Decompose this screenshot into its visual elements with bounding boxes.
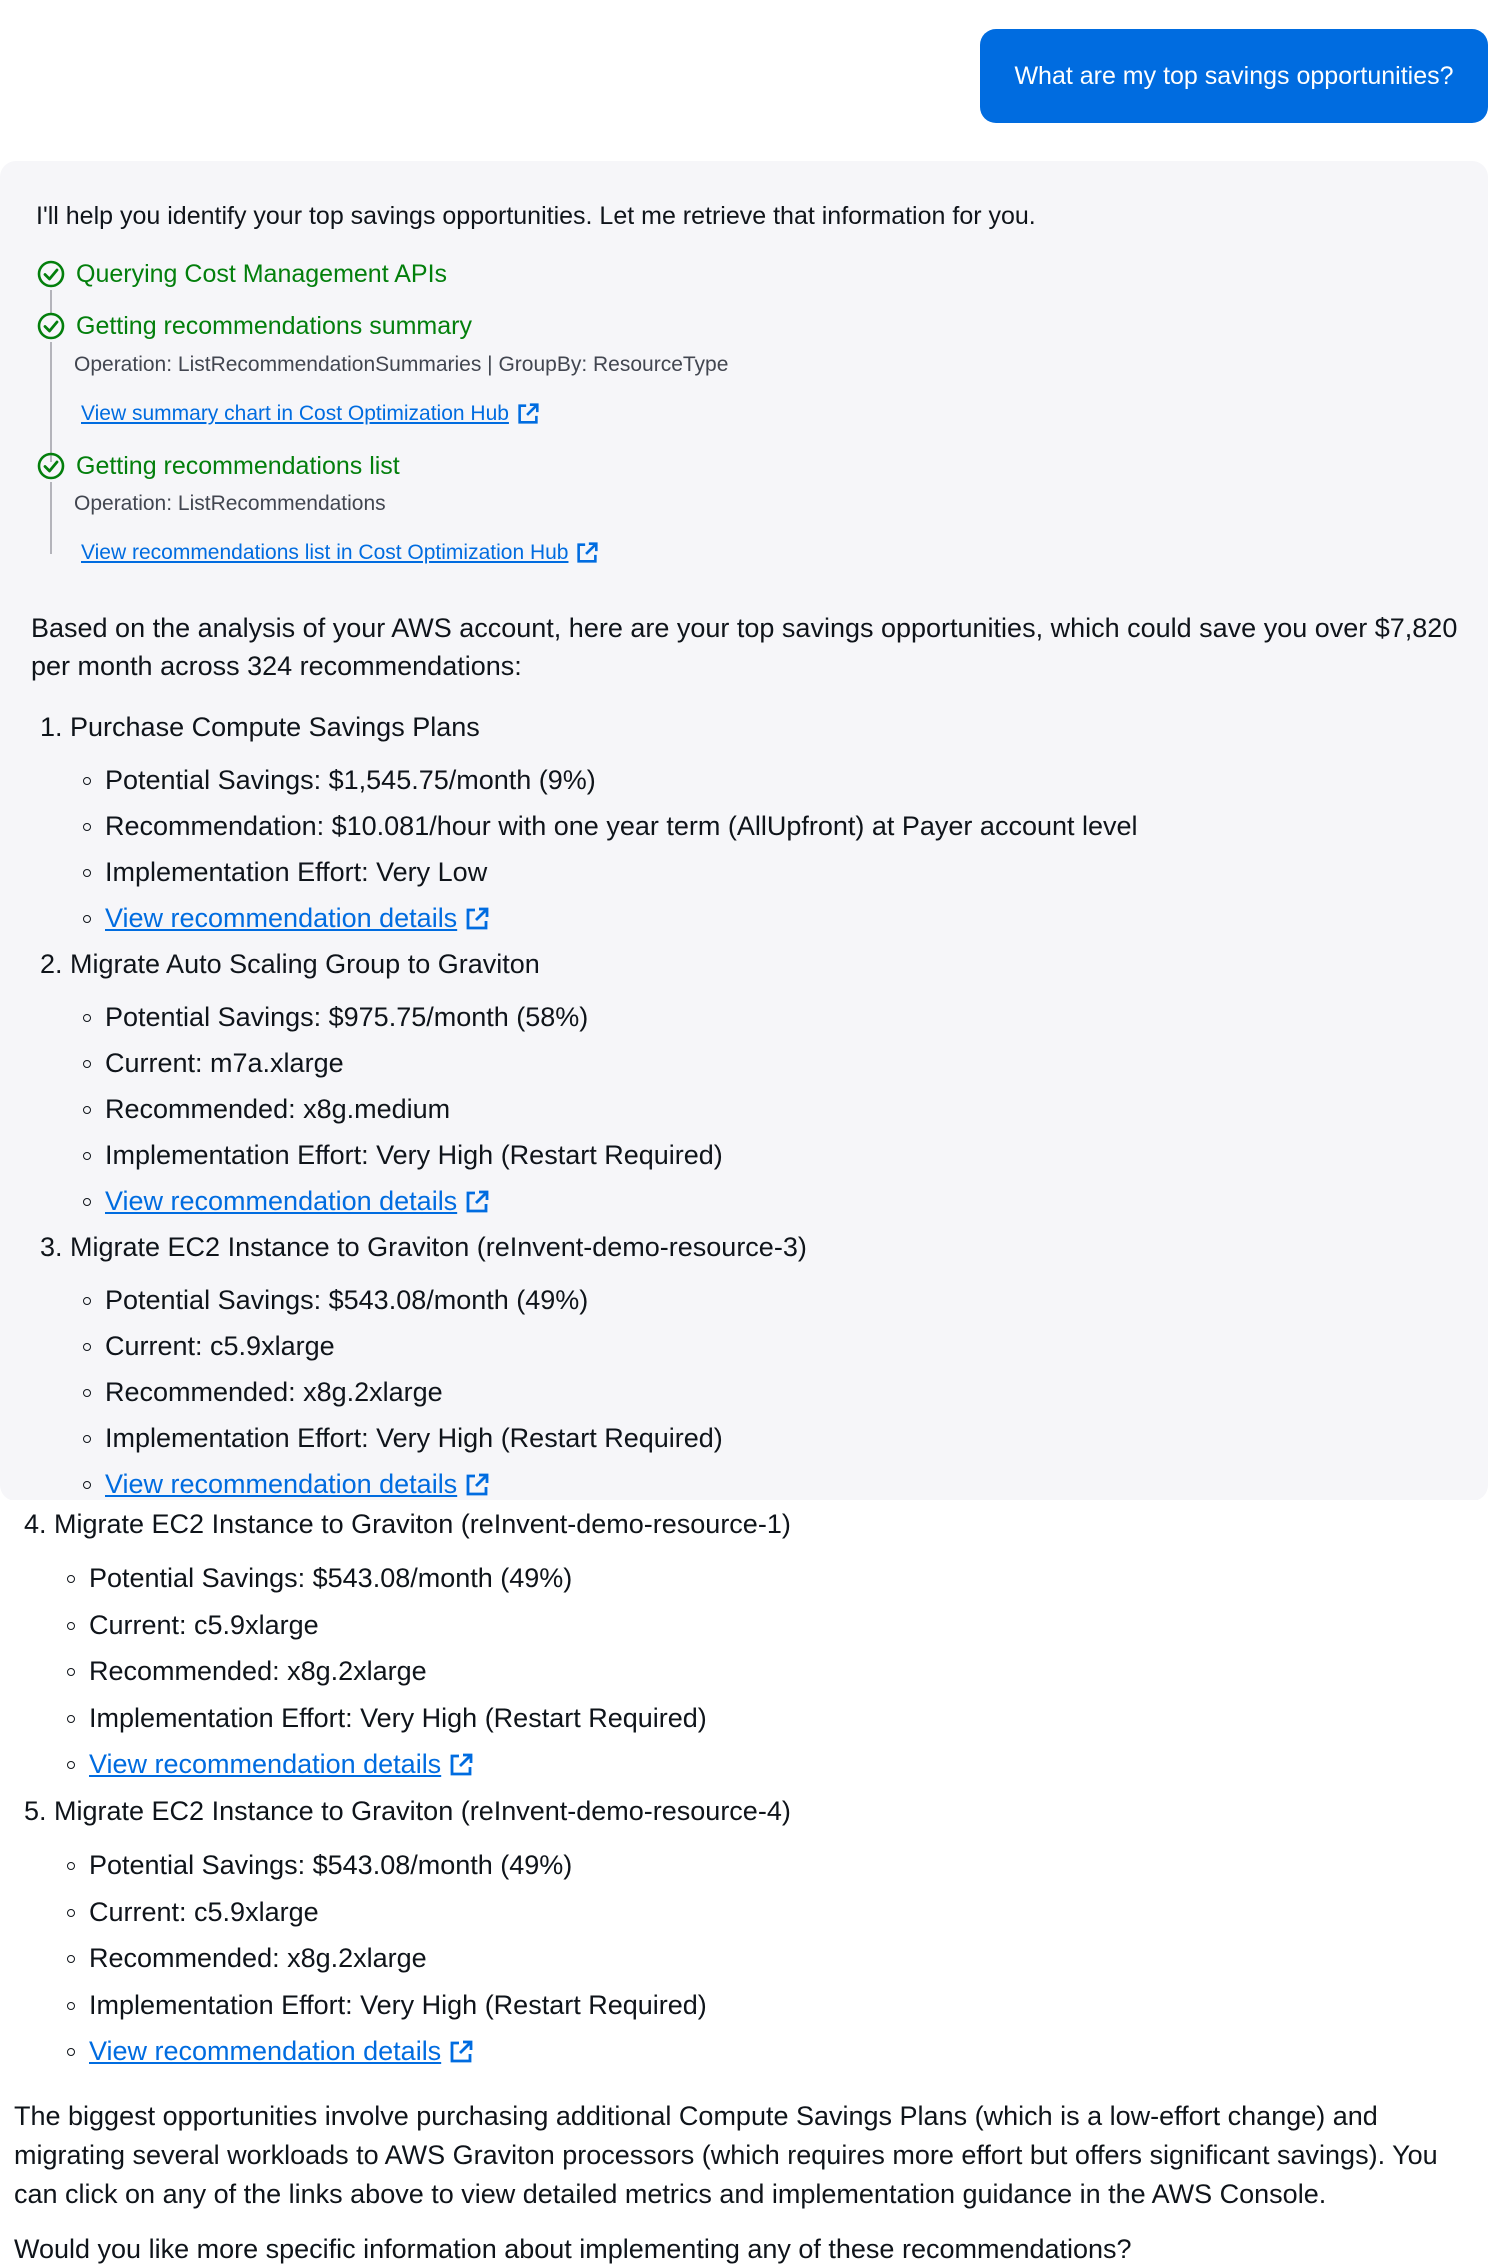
bullet-icon [67, 1622, 75, 1630]
bullet-icon [83, 915, 91, 923]
bullet-icon [67, 1575, 75, 1583]
recommendation-title: 2. Migrate Auto Scaling Group to Graviton [40, 949, 540, 979]
step-connector [50, 482, 52, 554]
bullet-icon [83, 823, 91, 831]
step-label: Querying Cost Management APIs [76, 259, 448, 288]
recommendation-detail: Implementation Effort: Very Low [83, 857, 487, 888]
bullet-icon [67, 1909, 75, 1917]
user-message-text: What are my top savings opportunities? [1014, 61, 1454, 90]
bullet-icon [83, 1152, 91, 1160]
recommendation-detail: Implementation Effort: Very High (Restart Required) [83, 1423, 723, 1454]
external-link-icon [574, 540, 600, 566]
external-link-icon [515, 401, 541, 427]
recommendation-detail: Potential Savings: $543.08/month (49%) [67, 1850, 572, 1881]
recommendation-detail: Potential Savings: $975.75/month (58%) [83, 1002, 588, 1033]
step-label: Getting recommendations list [76, 451, 400, 480]
summary-line: Based on the analysis of your AWS account, here are your top savings opportunities, which could save you over $7,820 [31, 613, 1458, 643]
recommendation-detail: Recommended: x8g.2xlarge [83, 1377, 443, 1408]
view-recommendation-details-link[interactable]: View recommendation details [89, 2036, 475, 2067]
step-querying-apis [36, 259, 447, 289]
assistant-intro-text: I'll help you identify your top savings opportunities. Let me retrieve that information for you. [36, 202, 1036, 230]
external-link-icon [447, 1751, 475, 1779]
recommendation-link-item [83, 903, 491, 934]
bullet-icon [83, 1435, 91, 1443]
recommendation-detail: Potential Savings: $1,545.75/month (9%) [83, 765, 596, 796]
recommendation-detail: Current: c5.9xlarge [67, 1897, 319, 1928]
recommendation-detail: Implementation Effort: Very High (Restart Required) [67, 1990, 707, 2021]
recommendation-detail: Current: c5.9xlarge [83, 1331, 335, 1362]
view-recommendation-details-link[interactable]: View recommendation details [105, 1469, 491, 1500]
step-label: Getting recommendations summary [76, 311, 472, 340]
recommendation-detail: Recommended: x8g.2xlarge [67, 1943, 427, 1974]
recommendation-link-item [83, 1469, 491, 1500]
recommendation-link-item [67, 2036, 475, 2067]
recommendation-title: 4. Migrate EC2 Instance to Graviton (reInvent-demo-resource-1) [24, 1509, 791, 1539]
recommendation-title: 3. Migrate EC2 Instance to Graviton (reInvent-demo-resource-3) [40, 1232, 807, 1262]
bullet-icon [67, 2048, 75, 2056]
recommendation-detail: Current: c5.9xlarge [67, 1610, 319, 1641]
recommendation-detail: Potential Savings: $543.08/month (49%) [83, 1285, 588, 1316]
recommendation-detail: Recommendation: $10.081/hour with one year term (AllUpfront) at Payer account level [83, 811, 1138, 842]
recommendations-list-link[interactable] [81, 540, 600, 566]
recommendation-link-item [67, 1749, 475, 1780]
view-recommendation-details-link[interactable]: View recommendation details [105, 1186, 491, 1217]
bullet-icon [83, 777, 91, 785]
user-message-bubble [980, 29, 1488, 123]
recommendation-detail: Recommended: x8g.medium [83, 1094, 450, 1125]
recommendation-title: 1. Purchase Compute Savings Plans [40, 712, 480, 742]
external-link-icon [463, 1188, 491, 1216]
check-circle-icon [36, 451, 66, 481]
bullet-icon [83, 1198, 91, 1206]
external-link-icon [463, 1471, 491, 1499]
step-recommendations-summary [36, 311, 472, 341]
recommendation-detail: Recommended: x8g.2xlarge [67, 1656, 427, 1687]
bullet-icon [67, 1955, 75, 1963]
link-text: View summary chart in Cost Optimization Hub [81, 402, 509, 425]
bullet-icon [83, 1297, 91, 1305]
bullet-icon [83, 1343, 91, 1351]
recommendation-link-item [83, 1186, 491, 1217]
summary-line: per month across 324 recommendations: [31, 651, 522, 681]
bullet-icon [83, 1389, 91, 1397]
bullet-icon [67, 1761, 75, 1769]
bullet-icon [83, 869, 91, 877]
step-operation-text: Operation: ListRecommendations [74, 492, 386, 515]
follow-up-question: Would you like more specific information about implementing any of these recommendations? [14, 2234, 1132, 2264]
recommendation-title: 5. Migrate EC2 Instance to Graviton (reInvent-demo-resource-4) [24, 1796, 791, 1826]
external-link-icon [463, 905, 491, 933]
step-recommendations-list [36, 451, 400, 481]
summary-chart-link[interactable] [81, 401, 541, 427]
check-circle-icon [36, 259, 66, 289]
bullet-icon [67, 1668, 75, 1676]
link-text: View recommendations list in Cost Optimization Hub [81, 541, 569, 564]
recommendation-detail: Potential Savings: $543.08/month (49%) [67, 1563, 572, 1594]
closing-line: The biggest opportunities involve purchasing additional Compute Savings Plans (which is a low-effort change) and [14, 2101, 1378, 2131]
bullet-icon [83, 1014, 91, 1022]
recommendation-detail: Current: m7a.xlarge [83, 1048, 344, 1079]
external-link-icon [447, 2038, 475, 2066]
step-connector [50, 342, 52, 462]
recommendation-detail: Implementation Effort: Very High (Restart Required) [83, 1140, 723, 1171]
bullet-icon [67, 1862, 75, 1870]
view-recommendation-details-link[interactable]: View recommendation details [105, 903, 491, 934]
view-recommendation-details-link[interactable]: View recommendation details [89, 1749, 475, 1780]
bullet-icon [83, 1060, 91, 1068]
bullet-icon [67, 2002, 75, 2010]
bullet-icon [83, 1106, 91, 1114]
closing-line: migrating several workloads to AWS Graviton processors (which requires more effort but offers significant savings). You [14, 2140, 1438, 2170]
recommendation-detail: Implementation Effort: Very High (Restart Required) [67, 1703, 707, 1734]
step-operation-text: Operation: ListRecommendationSummaries | GroupBy: ResourceType [74, 353, 729, 376]
bullet-icon [67, 1715, 75, 1723]
check-circle-icon [36, 311, 66, 341]
closing-line: can click on any of the links above to view detailed metrics and implementation guidance in the AWS Console. [14, 2179, 1327, 2209]
bullet-icon [83, 1481, 91, 1489]
